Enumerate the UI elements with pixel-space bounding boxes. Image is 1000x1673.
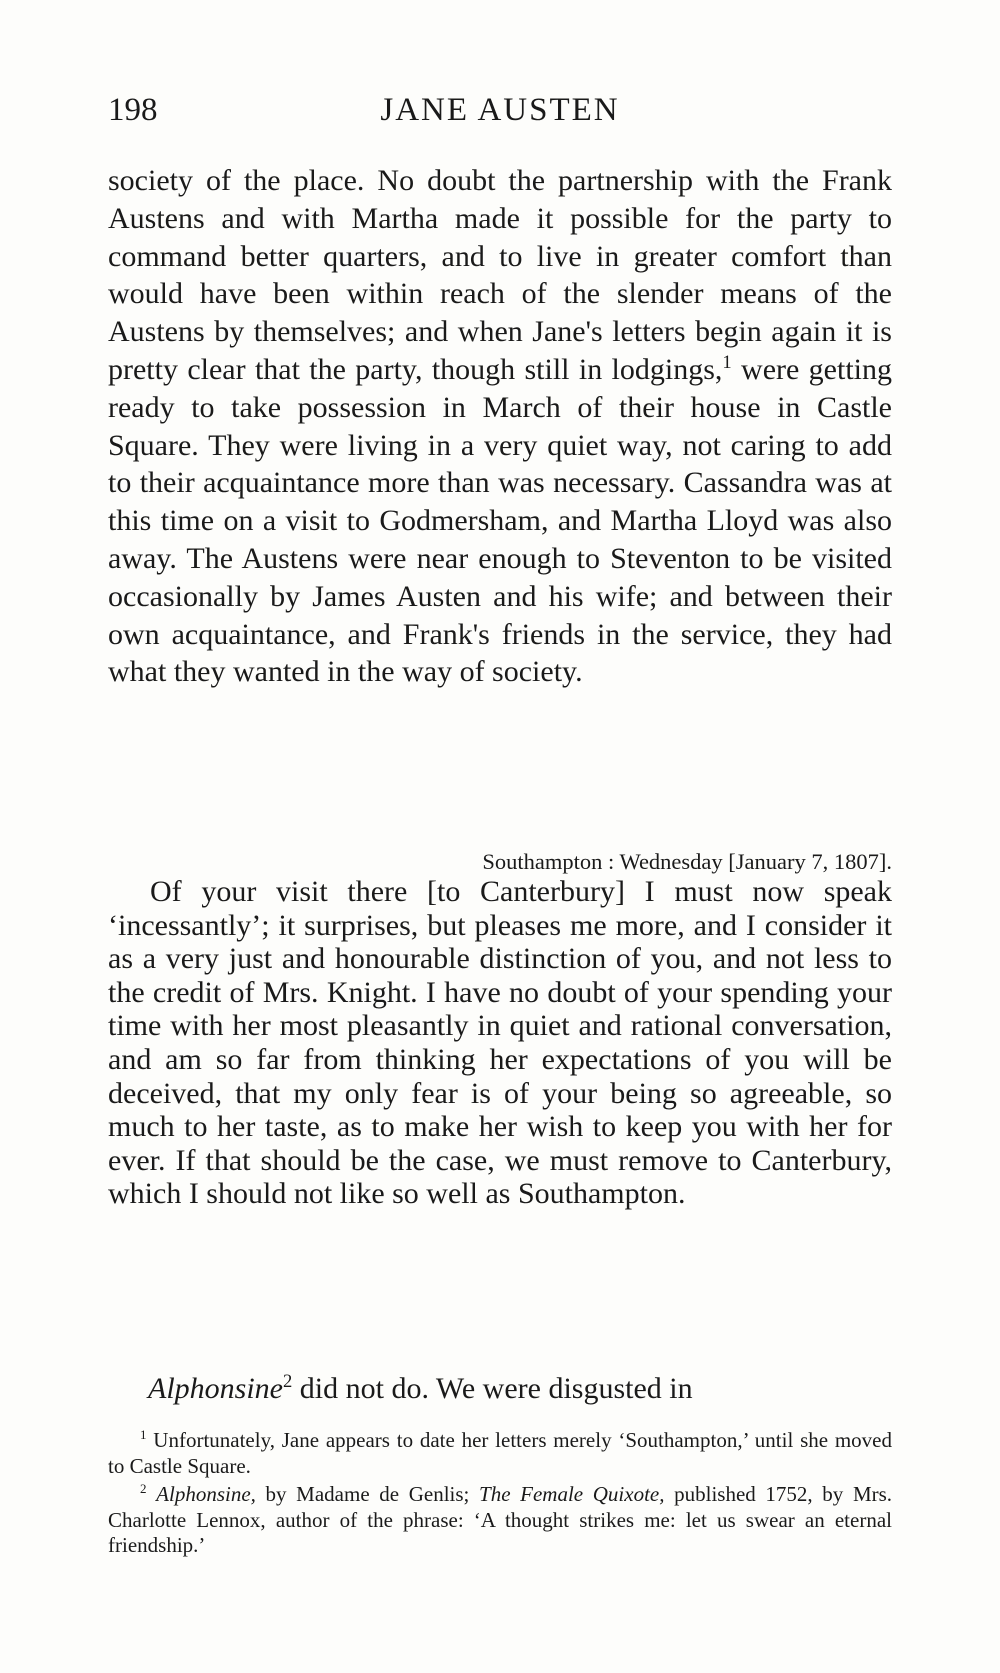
footnote-mark: 2: [140, 1481, 147, 1496]
footnote-text: by Madame de Genlis;: [255, 1482, 480, 1506]
page-number: 198: [108, 92, 158, 128]
letter-text: Of your visit there [to Canterbury] I must now speak ‘incessantly’; it surprises, but pleases me more, and I consider it as a very just and honourable distinction of you, and not less to the credit of Mrs. Knight. I have no doubt of your spending your time with her most pleasantly in quiet and rational conversation, and am so far from thinking her expectations of you will be deceived, that my only fear is of your being so agreeable, so much to her taste, as to make her wish to keep you with her for ever. If that should be the case, we must remove to Canterbury, which I should not like so well as Southampton.: [108, 875, 892, 1211]
footnote-1: [108, 1428, 892, 1479]
paragraph-text-continued: were getting ready to take possession in March of their house in Castle Square. They were living in a very quiet way, not caring to add to their acquaintance more than was necessary. Cassandra was at this time on a visit to Godmersham, and Martha Lloyd was also away. The Austens were near enough to Steventon to be visited occasionally by James Austen and his wife; and between their own acquaintance, and Frank's friends in the service, they had what they wanted in the way of society.: [108, 352, 893, 689]
footnote-mark: 1: [140, 1427, 147, 1442]
footnote-text: [147, 1482, 157, 1506]
footnote-text: Unfortunately, Jane appears to date her letters merely ‘Southampton,’ until she moved to Castle Square.: [108, 1428, 892, 1478]
paragraph-text: did not do. We were disgusted in: [292, 1372, 693, 1405]
footnote-reference-1: 1: [722, 351, 732, 373]
footnotes: [108, 1428, 892, 1562]
footnote-text: published 1752, by Mrs. Charlotte Lennox, author of the phrase: ‘A thought strikes me: let us swear an eternal friendship.’: [108, 1482, 893, 1557]
paragraph-text: society of the place. No doubt the partnership with the Frank Austens and with Martha made it possible for the party to command better quarters, and to live in greater comfort than would have been within reach of the slender means of the Austens by themselves; and when Jane's letters begin again it is pretty clear that the party, though still in lodgings,: [108, 164, 892, 386]
running-head: [108, 92, 892, 142]
book-title-alphonsine: Alphonsine: [148, 1372, 283, 1405]
footnote-title-female-quixote: The Female Quixote,: [479, 1482, 665, 1506]
running-title: JANE AUSTEN: [380, 92, 620, 128]
footnote-2: [108, 1482, 892, 1559]
body-paragraph-2: [108, 1370, 892, 1408]
footnote-title-alphonsine: Alphonsine,: [156, 1482, 256, 1506]
footnote-reference-2: 2: [283, 1371, 293, 1392]
letter-dateline: Southampton : Wednesday [January 7, 1807].: [482, 849, 892, 874]
body-paragraph-1: [108, 162, 892, 691]
letter-paragraph: [108, 875, 892, 1211]
